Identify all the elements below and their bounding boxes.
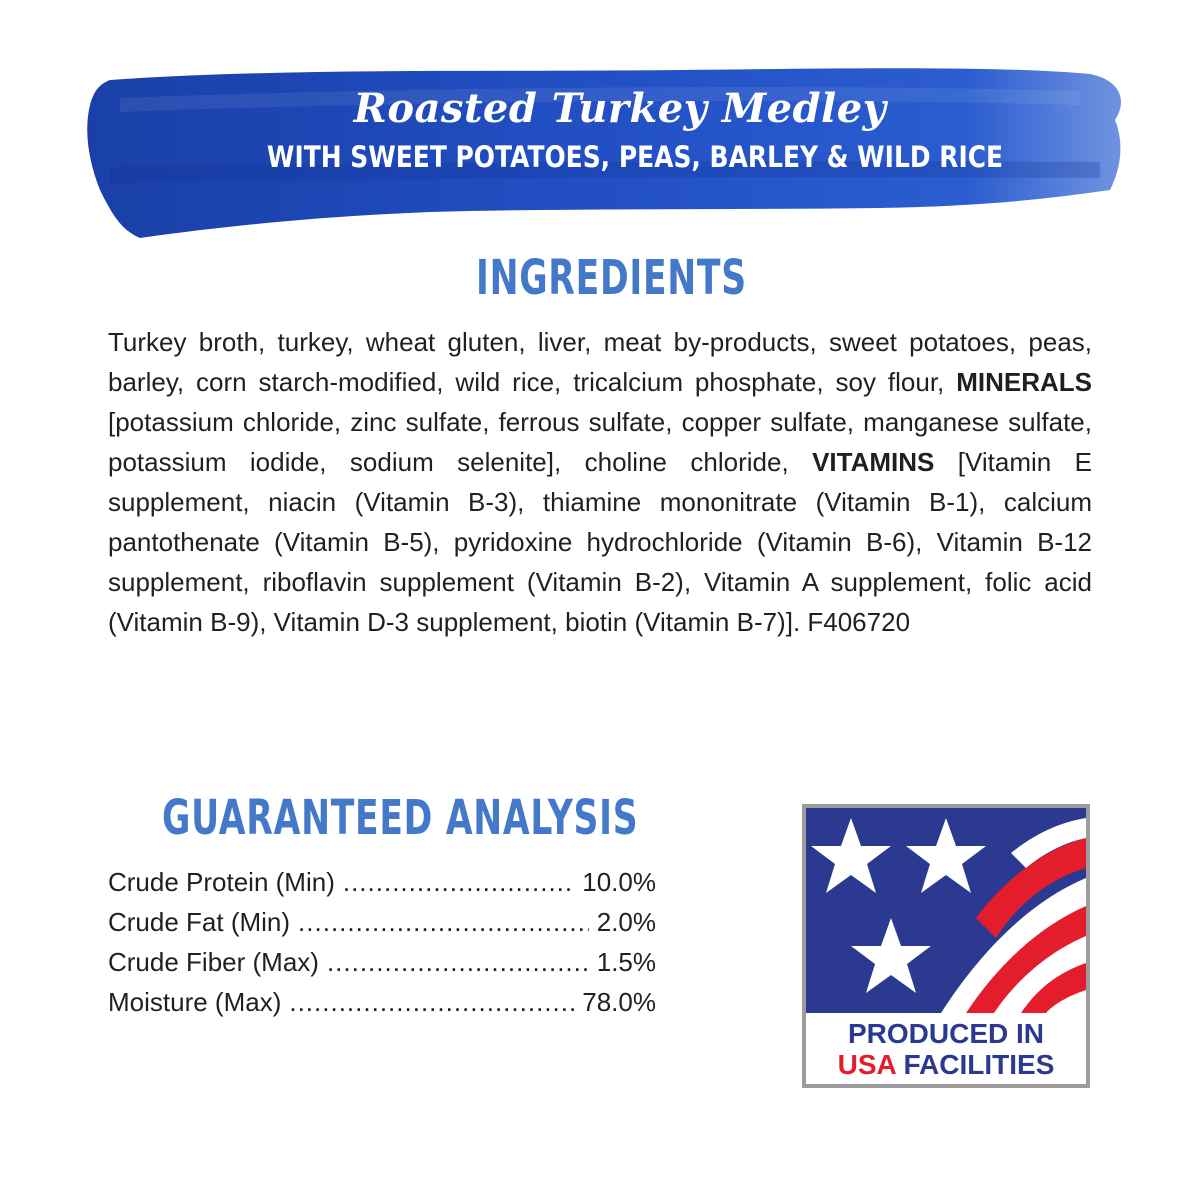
analysis-label: Crude Fat (Min)	[108, 907, 291, 937]
title-banner	[80, 50, 1130, 250]
analysis-row	[108, 862, 656, 902]
badge-caption	[806, 1018, 1086, 1080]
vitamins-list: [Vitamin E supplement, niacin (Vitamin B-3), thiamine mononitrate (Vitamin B-1), calcium pantothenate (Vitamin B-5), pyridoxine hydrochloride (Vitamin B-6), Vitamin B-12 supplement, riboflavin supplement (Vitamin B-2), Vitamin A supplement, folic acid (Vitamin B-9), Vitamin D-3 supplement, biotin (Vitamin B-7)]. F406720	[108, 447, 1092, 637]
vitamins-label: VITAMINS	[812, 447, 935, 477]
analysis-value: 10.0%	[582, 867, 656, 897]
badge-line-1: PRODUCED IN	[847, 1018, 1044, 1049]
analysis-label: Crude Protein (Min)	[108, 867, 335, 897]
minerals-list: [potassium chloride, zinc sulfate, ferrous sulfate, copper sulfate, manganese sulfate, potassium iodide, sodium selenite], choline chloride,	[108, 407, 1092, 477]
product-subtitle: WITH SWEET POTATOES, PEAS, BARLEY & WILD RICE	[266, 140, 1004, 174]
ingredients-part-1: Turkey broth, turkey, wheat gluten, liver, meat by-products, sweet potatoes, peas, barley, corn starch-modified, wild rice, tricalcium phosphate, soy flour,	[108, 327, 1092, 397]
badge-line-2	[806, 1049, 1086, 1080]
guaranteed-analysis-heading: GUARANTEED ANALYSIS	[162, 790, 639, 846]
minerals-label: MINERALS	[956, 367, 1092, 397]
analysis-label: Crude Fiber (Max)	[108, 947, 319, 977]
dot-leader	[289, 982, 574, 1022]
dot-leader	[327, 942, 589, 982]
ingredients-text	[108, 322, 1092, 642]
guaranteed-analysis-table	[108, 862, 656, 1022]
analysis-value: 2.0%	[596, 907, 656, 937]
dot-leader	[343, 862, 574, 902]
analysis-value: 1.5%	[596, 947, 656, 977]
badge-usa: USA	[837, 1049, 896, 1080]
analysis-value: 78.0%	[582, 987, 656, 1017]
analysis-row	[108, 902, 656, 942]
dot-leader	[298, 902, 589, 942]
product-title: Roasted Turkey Medley	[353, 85, 887, 132]
analysis-row	[108, 942, 656, 982]
ingredients-heading: INGREDIENTS	[476, 250, 747, 306]
analysis-label: Moisture (Max)	[108, 987, 282, 1017]
badge-facilities: FACILITIES	[895, 1049, 1055, 1080]
analysis-row	[108, 982, 656, 1022]
usa-facilities-badge	[802, 804, 1090, 1088]
